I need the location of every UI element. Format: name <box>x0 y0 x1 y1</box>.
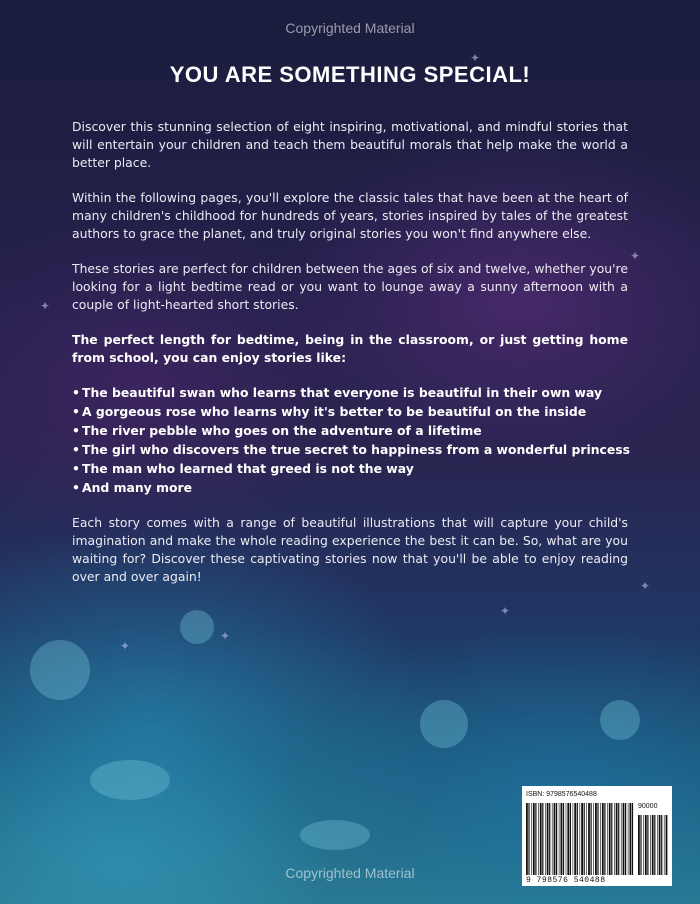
star-icon: ✦ <box>40 299 51 313</box>
story-list <box>72 384 631 497</box>
book-description <box>72 118 631 603</box>
star-icon: ✦ <box>470 51 481 65</box>
isbn-digits: 9 798576 540488 <box>526 876 606 885</box>
list-item: • And many more <box>72 480 193 495</box>
background-splash <box>180 610 214 644</box>
star-icon: ✦ <box>500 604 511 618</box>
price-code: 90000 <box>638 803 658 810</box>
description-paragraph: Within the following pages, you'll explore the classic tales that have been at the heart of many children's childhood for hundreds of years, stories inspired by tales of the greatest authors to grace the planet, and truly original stories you won't find anywhere else. <box>72 190 628 241</box>
watermark-bottom: Copyrighted Material <box>285 865 415 881</box>
list-item: • The river pebble who goes on the adventure of a lifetime <box>72 423 482 438</box>
closing-paragraph: Each story comes with a range of beautiful illustrations that will capture your child's imagination and make the whole reading experience the best it can be. So, what are you waiting for? Discover these captivating stories now that you'll be able to enjoy reading over and over again! <box>72 515 628 584</box>
watermark-top: Copyrighted Material <box>285 20 415 36</box>
page-title: YOU ARE SOMETHING SPECIAL! <box>169 62 531 87</box>
background-splash <box>30 640 90 700</box>
description-paragraph: Discover this stunning selection of eight inspiring, motivational, and mindful stories that will entertain your children and teach them beautiful morals that help make the world a better place. <box>72 119 628 170</box>
background-splash <box>300 820 370 850</box>
isbn-label: ISBN: 9798576540488 <box>526 791 597 798</box>
background-splash <box>420 700 468 748</box>
list-item: • The beautiful swan who learns that everyone is beautiful in their own way <box>72 385 603 400</box>
star-icon: ✦ <box>630 249 641 263</box>
background-splash <box>90 760 170 800</box>
description-paragraph: These stories are perfect for children between the ages of six and twelve, whether you're looking for a light bedtime read or you want to lounge away a sunny afternoon with a couple of light-hearted short stories. <box>72 261 628 312</box>
list-item: • A gorgeous rose who learns why it's better to be beautiful on the inside <box>72 404 587 419</box>
star-icon: ✦ <box>120 639 131 653</box>
list-item: • The girl who discovers the true secret to happiness from a wonderful princess <box>72 442 631 457</box>
background-splash <box>600 700 640 740</box>
stories-intro: The perfect length for bedtime, being in the classroom, or just getting home from school, you can enjoy stories like: <box>72 332 628 365</box>
list-item: • The man who learned that greed is not the way <box>72 461 414 476</box>
star-icon: ✦ <box>220 629 231 643</box>
star-icon: ✦ <box>640 579 651 593</box>
